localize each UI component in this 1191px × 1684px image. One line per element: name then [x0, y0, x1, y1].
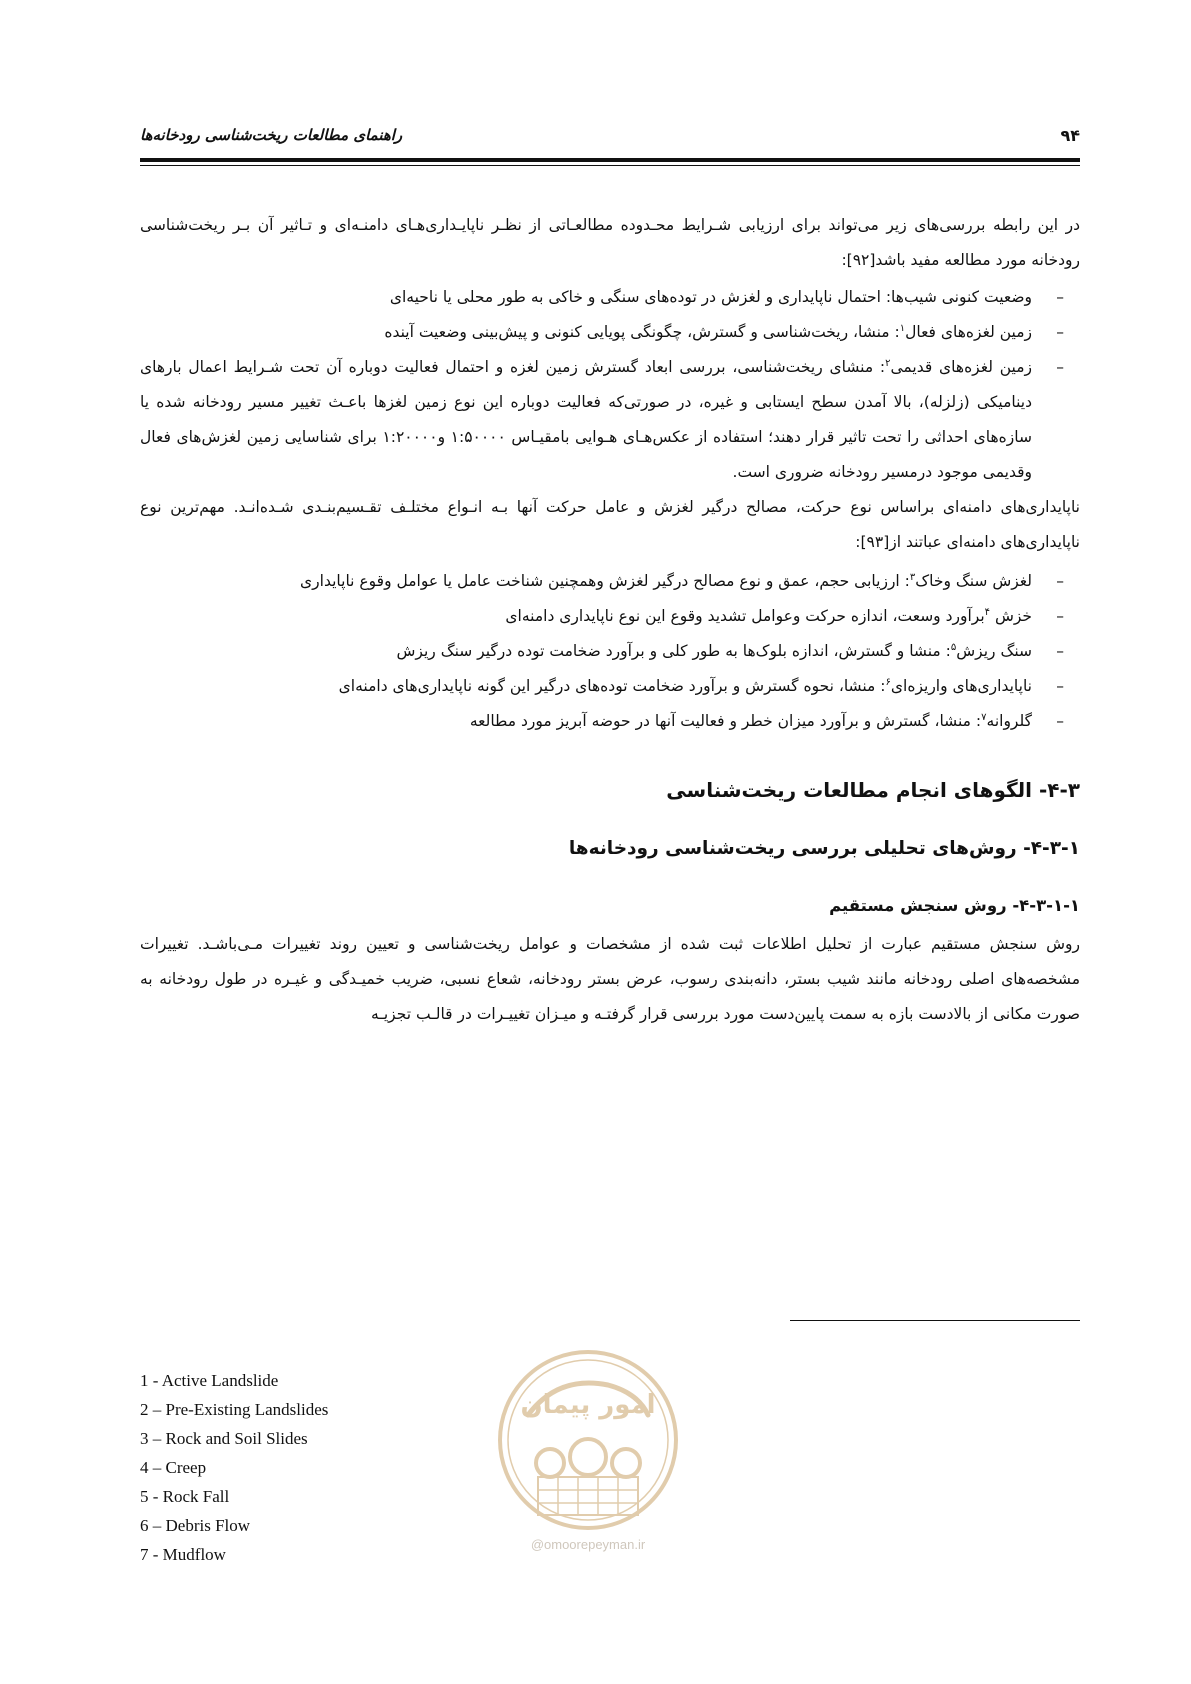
list-item-rest: برآورد وسعت، اندازه حرکت وعوامل تشدید وقوع این نوع ناپایداری دامنه‌ای — [505, 607, 985, 625]
building-logo-icon — [488, 1345, 688, 1535]
dash-icon: – — [1056, 288, 1064, 306]
footnote-ref: ۴ — [984, 606, 991, 618]
list-item-head: لغزش سنگ وخاک — [915, 572, 1032, 590]
list-item-rest: : منشای ریخت‌شناسی، بررسی ابعاد گسترش زمین لغزه و احتمال فعالیت دوباره آن تحت شـرایط اعمال بارهای دینامیکی (زلزله)، بالا آمدن سطح ایستابی و غیره، در صورتی‌که فعالیت دوباره این نوع زمین لغزها باعـث تغییر مسیر رودخانه شده یا سازه‌های احداثی را تحت تاثیر قرار دهند؛ استفاده از عکس‌هـای هـوایی بامقیـاس ۱:۵۰۰۰۰ و۱:۲۰۰۰۰ برای شناسایی زمین لغزش‌های فعال وقدیمی موجود درمسیر رودخانه ضروری است. — [140, 358, 1033, 481]
list-item-head: خزش — [990, 607, 1032, 625]
watermark-site: @omoorepeyman.ir — [530, 1537, 646, 1552]
list-item — [140, 634, 1080, 669]
footnote-item: 6 – Debris Flow — [140, 1516, 251, 1535]
dash-icon: – — [1056, 712, 1064, 730]
dash-icon: – — [1056, 572, 1064, 590]
intro-paragraph: در این رابطه بررسی‌های زیر می‌تواند برای ارزیابی شـرایط محـدوده مطالعـاتی از نظـر ناپایـداری‌هـای دامنـه‌ای و تـاثیر آن بـر ریخت‌شناسی رودخانه مورد مطالعه مفید باشد[۹۲]: — [140, 216, 1080, 269]
section-heading-4-3-1: ۴-۳-۱- روش‌های تحلیلی بررسی ریخت‌شناسی رودخانه‌ها — [568, 838, 1080, 859]
watermark-logo-text: امور پیمان — [520, 1390, 656, 1420]
slope-survey-list — [140, 280, 1080, 490]
dash-icon: – — [1056, 677, 1064, 695]
dash-icon: – — [1056, 323, 1064, 341]
footnote-item: 4 – Creep — [140, 1458, 207, 1477]
footnote-item: 7 - Mudflow — [140, 1545, 226, 1564]
footnote-ref: ۳ — [909, 571, 916, 583]
direct-measurement-paragraph: روش سنجش مستقیم عبارت از تحلیل اطلاعات ثبت شده از مشخصات و عوامل ریخت‌شناسی و تعیین روند تغییرات مـی‌باشـد. تغییرات مشخصه‌های اصلی رودخانه مانند شیب بستر، دانه‌بندی رسوب، عرض بستر رودخانه، شعاع نسبی، ضریب خمیـدگی و غیـره در طول رودخانه به صورت مکانی از بالادست بازه به سمت پایین‌دست مورد بررسی قرار گرفتـه و میـزان تغییـرات در قالـب تجزیـه — [140, 935, 1080, 1023]
instability-types-list — [140, 564, 1080, 739]
footnote-ref: ۱ — [899, 322, 906, 334]
list-item — [140, 280, 1080, 315]
list-item — [140, 564, 1080, 599]
list-item-rest: : منشا، گسترش و برآورد میزان خطر و فعالیت آنها در حوضه آبریز مورد مطالعه — [469, 712, 982, 730]
footnote-separator — [790, 1320, 1080, 1321]
footnote-item: 5 - Rock Fall — [140, 1487, 230, 1506]
dash-icon: – — [1056, 607, 1064, 625]
footnotes — [140, 1366, 460, 1569]
footnote-item: 2 – Pre-Existing Landslides — [140, 1400, 329, 1419]
header-rule-thick — [140, 158, 1080, 162]
list-item-head: گلروانه — [986, 712, 1032, 730]
list-item — [140, 669, 1080, 704]
dash-icon: – — [1056, 358, 1064, 376]
list-item-rest: : ارزیابی حجم، عمق و نوع مصالح درگیر لغزش وهمچنین شناخت عامل یا عوامل وقوع ناپایداری — [300, 572, 910, 590]
footnote-item: 1 - Active Landslide — [140, 1371, 279, 1390]
list-item-rest: : منشا، نحوه گسترش و برآورد ضخامت توده‌های درگیر این گونه ناپایداری‌های دامنه‌ای — [338, 677, 886, 695]
page-header — [140, 118, 1080, 152]
footnote-ref: ۷ — [981, 711, 987, 723]
page-number: ۹۴ — [1060, 125, 1080, 145]
instability-paragraph: ناپایداری‌های دامنه‌ای براساس نوع حرکت، مصالح درگیر لغزش و عامل حرکت آنها بـه انـواع مختلـف تقـسیم‌بنـدی شـده‌انـد. مهم‌ترین نوع ناپایداری‌های دامنه‌ای عباتند از[۹۳]: — [140, 498, 1080, 551]
list-item-rest: : منشا و گسترش، اندازه بلوک‌ها به طور کلی و برآورد ضخامت توده درگیر سنگ ریزش — [396, 642, 951, 660]
list-item-head: سنگ ریزش — [956, 642, 1032, 660]
list-item — [140, 315, 1080, 350]
footnote-ref: ۲ — [885, 357, 891, 369]
footnote-ref: ۶ — [885, 676, 891, 688]
running-header-title: راهنمای مطالعات ریخت‌شناسی رودخانه‌ها — [140, 126, 403, 144]
list-item-text: وضعیت کنونی شیب‌ها: احتمال ناپایداری و لغزش در توده‌های سنگی و خاکی به طور محلی یا ناحیه‌ای — [389, 288, 1032, 306]
section-heading-4-3-1-1: ۴-۳-۱-۱- روش سنجش مستقیم — [829, 896, 1080, 915]
list-item — [140, 704, 1080, 739]
list-item-rest: : منشا، ریخت‌شناسی و گسترش، چگونگی پویایی کنونی و پیش‌بینی وضعیت آینده — [384, 323, 900, 341]
list-item — [140, 599, 1080, 634]
header-rule-thin — [140, 165, 1080, 166]
list-item — [140, 350, 1080, 490]
watermark-logo — [488, 1345, 688, 1555]
dash-icon: – — [1056, 642, 1064, 660]
list-item-head: زمین لغزه‌های فعال — [905, 323, 1032, 341]
section-heading-4-3: ۴-۳- الگوهای انجام مطالعات ریخت‌شناسی — [666, 778, 1080, 802]
page-body — [140, 208, 1080, 1032]
list-item-head: زمین لغزه‌های قدیمی — [890, 358, 1032, 376]
footnote-ref: ۵ — [950, 641, 957, 653]
list-item-head: ناپایداری‌های واریزه‌ای — [890, 677, 1032, 695]
footnote-item: 3 – Rock and Soil Slides — [140, 1429, 308, 1448]
